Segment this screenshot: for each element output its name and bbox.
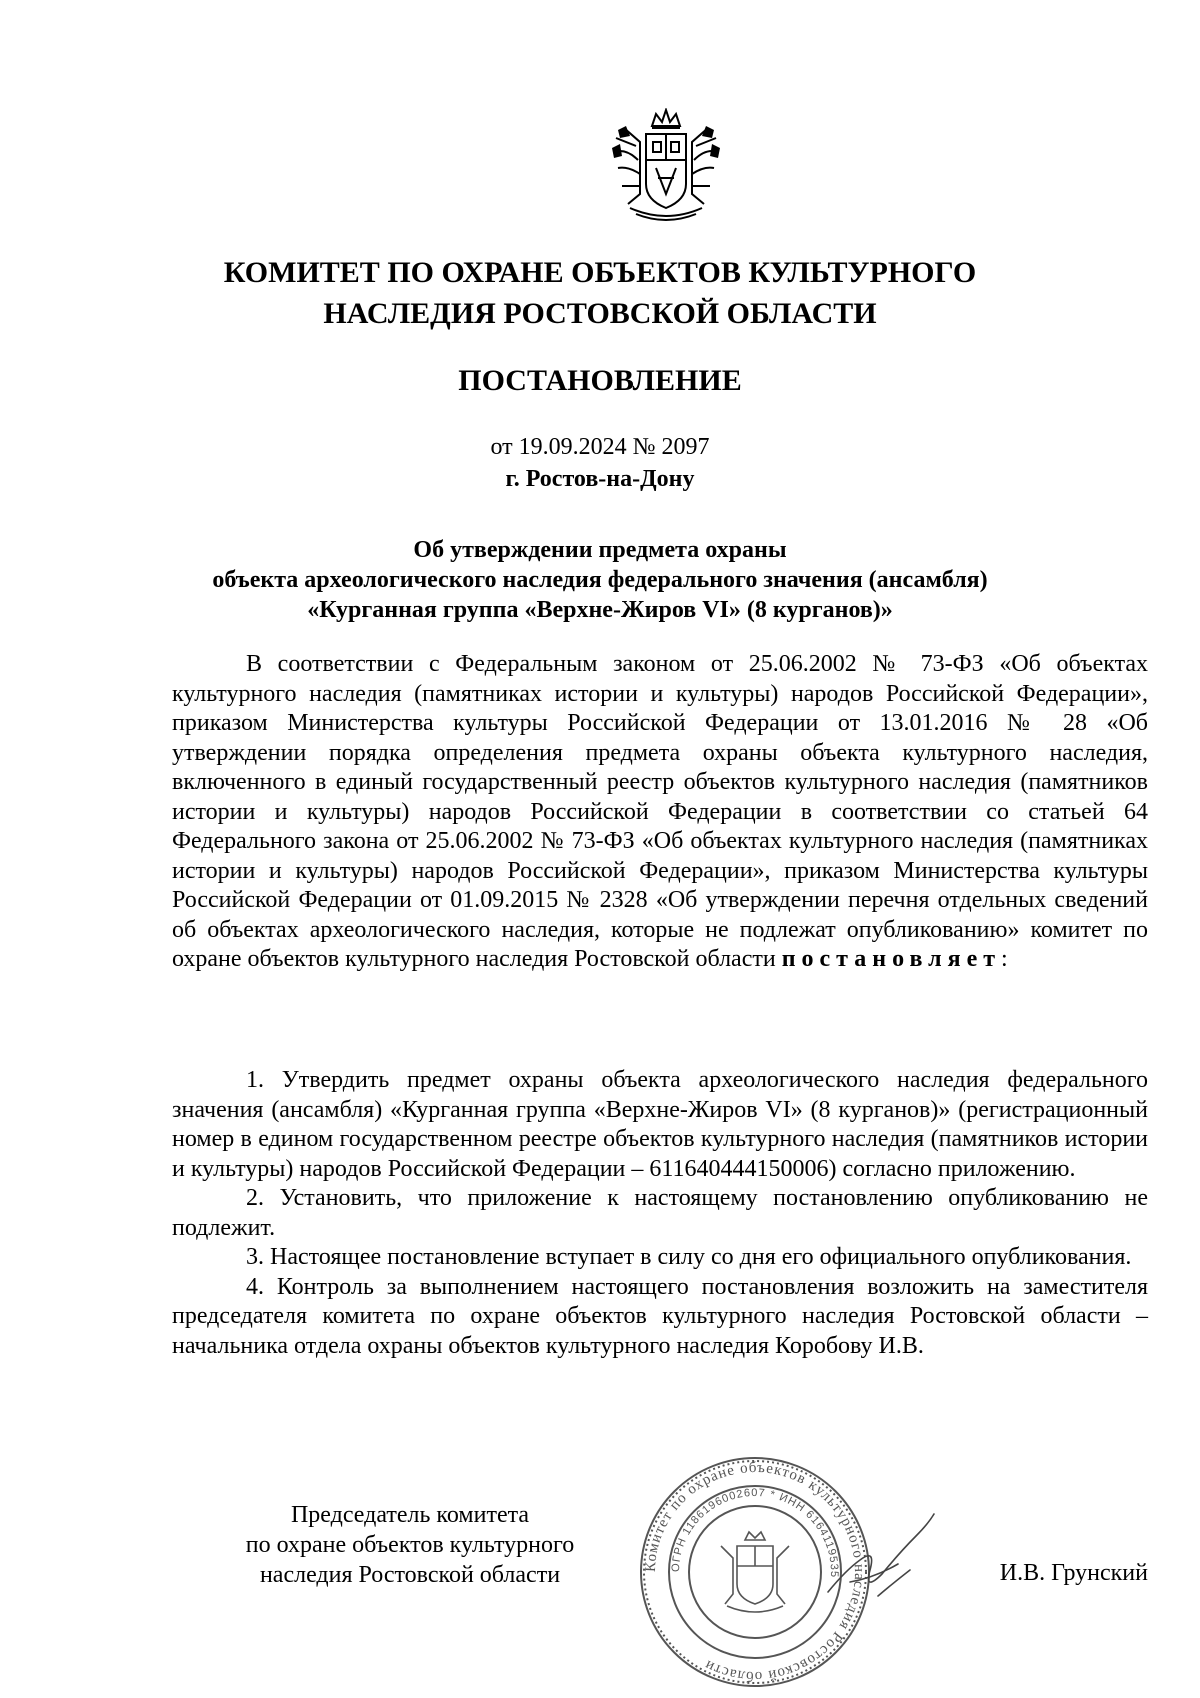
seal-outer-text: Комитет по охране объектов культурного наследия Ростовской области	[642, 1459, 868, 1685]
decree-item: 1. Утвердить предмет охраны объекта археологического наследия федерального значения (ансамбля) «Курганная группа «Верхне-Жиров VI» (8 курганов)» (регистрационный номер в едином государственном реестре объектов культурного наследия (памятников истории и культуры) народов Российской Федерации – 611640444150006) согласно приложению.	[172, 1067, 1148, 1182]
organization-title-line1: КОМИТЕТ ПО ОХРАНЕ ОБЪЕКТОВ КУЛЬТУРНОГО	[223, 256, 977, 289]
subject-line3: «Курганная группа «Верхне-Жиров VI» (8 курганов)»	[307, 597, 893, 623]
subject-line1: Об утверждении предмета охраны	[413, 537, 787, 563]
document-type: ПОСТАНОВЛЕНИЕ	[458, 364, 742, 397]
decree-item: 3. Настоящее постановление вступает в силу со дня его официального опубликования.	[246, 1244, 1132, 1270]
preamble-paragraph	[172, 650, 1148, 975]
organization-title	[120, 252, 1080, 334]
decree-items	[172, 1066, 1148, 1361]
decree-item: 4. Контроль за выполнением настоящего постановления возложить на заместителя председателя комитета по охране объектов культурного наследия Ростовской области – начальника отдела охраны объектов культурного наследия Коробову И.В.	[172, 1273, 1148, 1359]
position-line3: наследия Ростовской области	[259, 1562, 561, 1588]
seal-inner-text: ОГРН 1186196002607 * ИНН 6164119535	[669, 1486, 841, 1579]
document-subject	[150, 535, 1050, 625]
position-line2: по охране объектов культурного	[245, 1532, 575, 1558]
date-number: от 19.09.2024 № 2097	[490, 434, 710, 460]
city: г. Ростов-на-Дону	[505, 466, 695, 492]
decree-word: постановляет	[781, 946, 1002, 972]
handwritten-signature	[820, 1500, 940, 1610]
position-line1: Председатель комитета	[290, 1502, 530, 1528]
signatory-position	[200, 1500, 620, 1590]
decree-item: 2. Установить, что приложение к настоящему постановлению опубликованию не подлежит.	[172, 1185, 1148, 1241]
coat-of-arms-emblem	[606, 108, 726, 222]
signatory-name: И.В. Грунский	[999, 1560, 1148, 1586]
decree-colon: :	[1001, 946, 1008, 972]
preamble-text: В соответствии с Федеральным законом от 25.06.2002 № 73-ФЗ «Об объектах культурного наследия (памятниках истории и культуры) народов Российской Федерации», приказом Министерства культуры Российской Федерации от 13.01.2016 № 28 «Об утверждении порядка определения предмета охраны объекта культурного наследия, включенного в единый государственный реестр объектов культурного наследия (памятников истории и культуры) народов Российской Федерации в соответствии со статьей 64 Федерального закона от 25.06.2002 № 73-ФЗ «Об объектах культурного наследия (памятниках истории и культуры) народов Российской Федерации», приказом Министерства культуры Российской Федерации от 01.09.2015 № 2328 «Об утверждении перечня отдельных сведений об объектах археологического наследия, которые не подлежат опубликованию» комитет по охране объектов культурного наследия Ростовской области	[172, 651, 1148, 972]
seal-emblem-icon	[721, 1532, 789, 1612]
organization-title-line2: НАСЛЕДИЯ РОСТОВСКОЙ ОБЛАСТИ	[323, 297, 877, 330]
subject-line2: объекта археологического наследия федерального значения (ансамбля)	[212, 567, 988, 593]
